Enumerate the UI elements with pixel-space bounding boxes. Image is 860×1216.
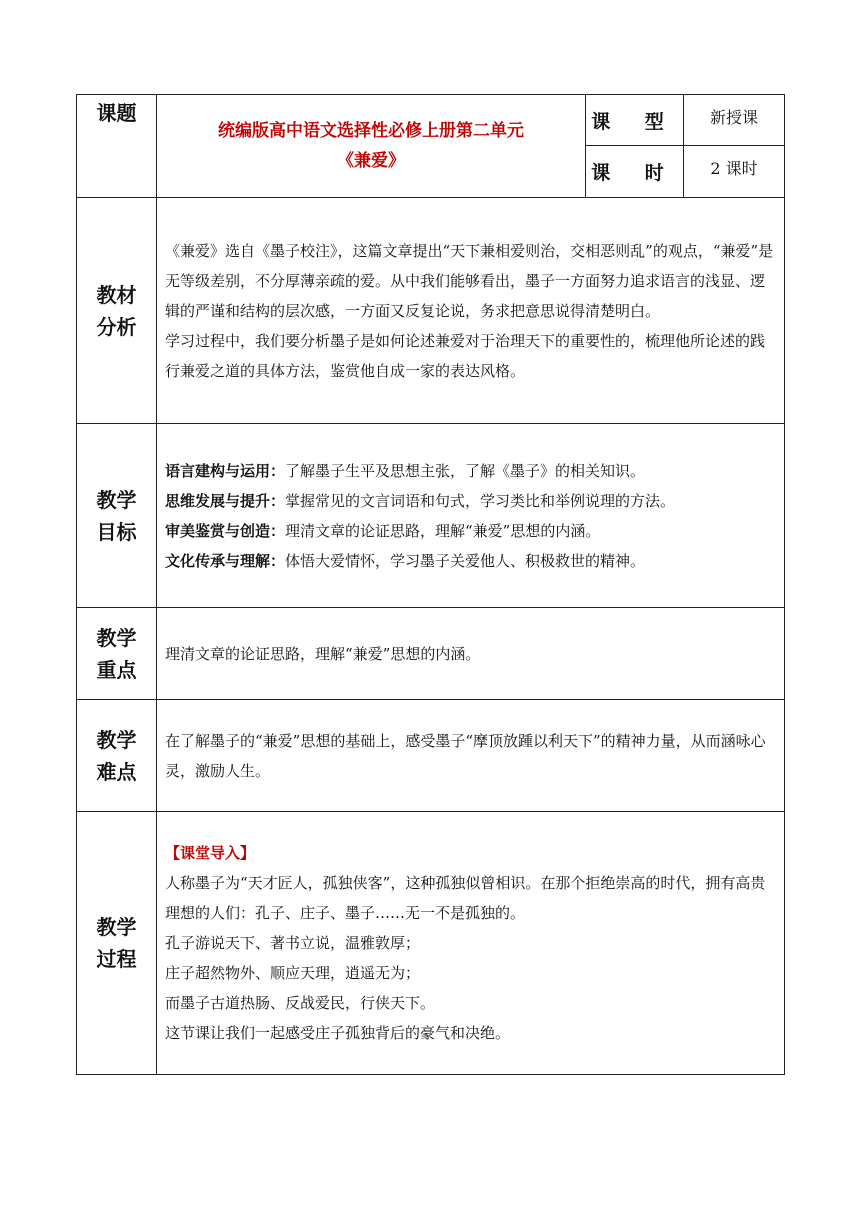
analysis-label: 教材 分析: [77, 198, 157, 424]
process-label: 教学 过程: [77, 812, 157, 1075]
analysis-paragraph: 学习过程中，我们要分析墨子是如何论述兼爱对于治理天下的重要性的，梳理他所论述的践行兼爱之道的具体方法，鉴赏他自成一家的表达风格。: [165, 331, 766, 380]
key-points-row: [77, 608, 785, 700]
section-heading: 【课堂导入】: [165, 844, 256, 862]
difficulties-label: 教学 难点: [77, 700, 157, 812]
analysis-paragraph: 《兼爱》选自《墨子校注》，这篇文章提出“天下兼相爱则治，交相恶则乱”的观点，“兼爱”是无等级差别，不分厚薄亲疏的爱。从中我们能够看出，墨子一方面努力追求语言的浅显、逻辑的严谨和结构的层次感，一方面又反复论说，务求把意思说得清楚明白。: [165, 241, 774, 320]
hours-value: 2 课时: [684, 146, 785, 198]
analysis-row: [77, 198, 785, 424]
lesson-plan-table: [76, 94, 785, 1075]
objective-item: 思维发展与提升：掌握常见的文言词语和句式，学习类比和举例说理的方法。: [165, 491, 676, 510]
objective-item: 文化传承与理解：体悟大爱情怀，学习墨子关爱他人、积极救世的精神。: [165, 551, 646, 570]
lesson-title-line2: 《兼爱》: [337, 151, 405, 171]
difficulties-row: [77, 700, 785, 812]
objectives-content: [157, 424, 785, 608]
process-row: [77, 812, 785, 1075]
process-line: 孔子游说天下、著书立说，温雅敦厚；: [165, 934, 421, 952]
process-content: [157, 812, 785, 1075]
key-points-content: 理清文章的论证思路，理解“兼爱”思想的内涵。: [157, 608, 785, 700]
process-line: 这节课让我们一起感受庄子孤独背后的豪气和决绝。: [165, 1024, 511, 1042]
key-points-label: 教学 重点: [77, 608, 157, 700]
objective-item: 审美鉴赏与创造：理清文章的论证思路，理解“兼爱”思想的内涵。: [165, 521, 601, 540]
lesson-title-line1: 统编版高中语文选择性必修上册第二单元: [218, 121, 524, 141]
hours-label: 课 时: [586, 146, 684, 198]
header-row-type: [77, 95, 785, 146]
objectives-row: [77, 424, 785, 608]
type-label: 课 型: [586, 95, 684, 146]
objectives-label: 教学 目标: [77, 424, 157, 608]
lesson-title: [157, 95, 586, 198]
objective-item: 语言建构与运用：了解墨子生平及思想主张，了解《墨子》的相关知识。: [165, 461, 646, 480]
difficulties-content: 在了解墨子的“兼爱”思想的基础上，感受墨子“摩顶放踵以利天下”的精神力量，从而涵咏心灵，激励人生。: [157, 700, 785, 812]
type-value: 新授课: [684, 95, 785, 146]
analysis-content: [157, 198, 785, 424]
process-line: 庄子超然物外、顺应天理，逍遥无为；: [165, 964, 421, 982]
process-line: 人称墨子为“天才匠人，孤独侠客”，这种孤独似曾相识。在那个拒绝崇高的时代，拥有高贵理想的人们：孔子、庄子、墨子……无一不是孤独的。: [165, 874, 766, 922]
title-label: 课题: [77, 95, 157, 198]
process-line: 而墨子古道热肠、反战爱民，行侠天下。: [165, 994, 436, 1012]
